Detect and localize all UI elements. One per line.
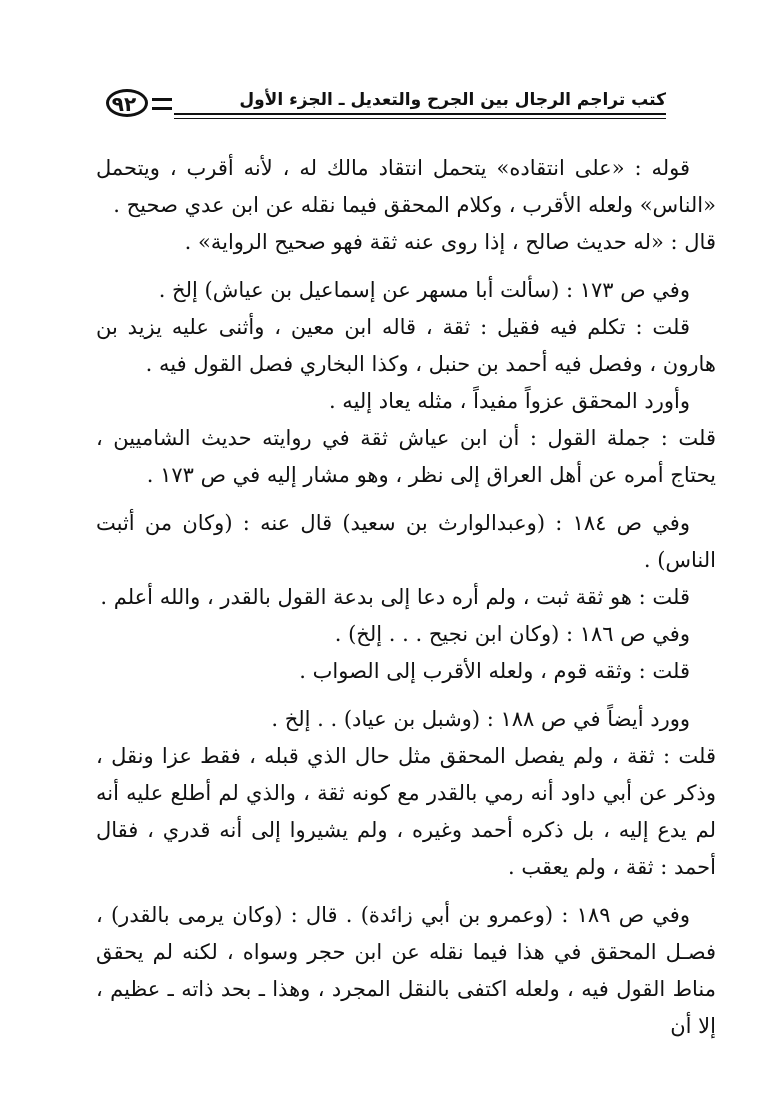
paragraph: قوله : «على انتقاده» يتحمل انتقاد مالك له ، لأنه أقرب ، ويتحمل «الناس» ولعله الأقرب ، وكلام المحقق فيما نقله عن ابن عدي صحيح . [96, 156, 716, 217]
header-rule [174, 113, 666, 115]
paragraph: قلت : هو ثقة ثبت ، ولم أره دعا إلى بدعة القول بالقدر ، والله أعلم . [100, 585, 690, 609]
page-number-badge [96, 88, 172, 120]
text-body [96, 150, 716, 1045]
paragraph: وأورد المحقق عزواً مفيداً ، مثله يعاد إليه . [328, 389, 690, 413]
page-number-ornament [152, 98, 172, 110]
paragraph: قلت : تكلم فيه فقيل : ثقة ، قاله ابن معين ، وأثنى عليه يزيد بن هارون ، وفصل فيه أحمد بن حنبل ، وكذا البخاري فصل القول فيه . [96, 315, 716, 376]
paragraph: قلت : جملة القول : أن ابن عياش ثقة في روايته حديث الشاميين ، يحتاج أمره عن أهل العراق إلى نظر ، وهو مشار إليه في ص ١٧٣ . [96, 426, 716, 487]
running-header [96, 88, 666, 124]
paragraph: وفي ص ١٨٦ : (وكان ابن نجيح . . . إلخ) . [334, 622, 690, 646]
header-rule-thin [174, 118, 666, 119]
page-number: ٩٢ [111, 92, 137, 116]
paragraph: وورد أيضاً في ص ١٨٨ : (وشبل بن عياد) . . إلخ . [271, 707, 690, 731]
paragraph: قلت : وثقه قوم ، ولعله الأقرب إلى الصواب . [299, 659, 690, 683]
paragraph: قال : «له حديث صالح ، إذا روى عنه ثقة فهو صحيح الرواية» . [184, 230, 716, 254]
paragraph: وفي ص ١٧٣ : (سألت أبا مسهر عن إسماعيل بن عياش) إلخ . [158, 278, 690, 302]
paragraph: وفي ص ١٨٤ : (وعبدالوارث بن سعيد) قال عنه : (وكان من أثبت الناس) . [96, 511, 716, 572]
paragraph: وفي ص ١٨٩ : (وعمرو بن أبي زائدة) . قال : (وكان يرمى بالقدر) ، فصـل المحقق في هذا فيما نقله عن ابن حجر وسواه ، لكنه لم يحقق مناط القول فيه ، ولعله اكتفى بالنقل المجرد ، وهذا ـ بحد ذاته ـ عظيم ، إلا أن [96, 903, 716, 1038]
book-title: كتب تراجم الرجال بين الجرح والتعديل ـ الجزء الأول [239, 90, 666, 110]
paragraph: قلت : ثقة ، ولم يفصل المحقق مثل حال الذي قبله ، فقط عزا ونقل ، وذكر عن أبي داود أنه رمي بالقدر مع كونه ثقة ، والذي لم أطلع عليه أنه لم يدع إليه ، بل ذكره أحمد وغيره ، ولم يشيروا إلى أنه قدري ، فقال أحمد : ثقة ، ولم يعقب . [96, 744, 717, 879]
